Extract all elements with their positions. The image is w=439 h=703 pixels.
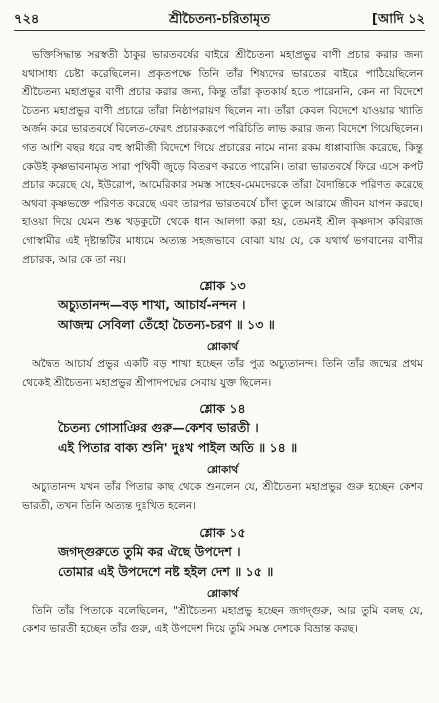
chapter-marker: [আদি ১২ [371,12,425,27]
verse-line: অচ্যুতানন্দ—বড় শাখা, আচার্য-নন্দন । [58,297,246,313]
translation-heading: শ্লোকার্থ [206,464,239,477]
verse-line: এই পিতার বাক্য শুনি' দুঃখ পাইল অতি ॥ ১৪ ॥ [58,440,298,456]
page-number: ৭২৪ [14,12,40,27]
verse-heading: শ্লোক ১৪ [199,401,246,417]
running-title: শ্রীচৈতন্য-চরিতামৃত [168,12,271,27]
translation-text: অদ্বৈত আচার্য প্রভুর একটি বড় শাখা হচ্ছেন তাঁর পুত্র অচ্যুতানন্দ। তিনি তাঁর জন্মের প্রথম থেকেই শ্রীচৈতন্য মহাপ্রভুর শ্রীপাদপদ্মের সেবায় যুক্ত ছিলেন। [22,358,423,389]
header-rule [14,30,425,31]
verse-13 [22,277,423,392]
translation-text: তিনি তাঁর পিতাকে বলেছিলেন, "শ্রীচৈতন্য মহাপ্রভু হচ্ছেন জগদ্‌গুরু, আর তুমি বলছ যে, কেশব ভারতী হচ্ছেন তাঁর গুরু, এই উপদেশ দিয়ে তুমি সমস্ত দেশকে বিভ্রান্ত করছ। [22,604,423,636]
translation-text: অচ্যুতানন্দ যখন তাঁর পিতার কাছ থেকে শুনলেন যে, শ্রীচৈতন্য মহাপ্রভুর গুরু হচ্ছেন কেশব ভারতী, তখন তিনি অত্যন্ত দুঃখিত হলেন। [22,481,423,512]
page-header [14,8,425,30]
verse-heading: শ্লোক ১৩ [199,278,246,294]
translation-heading: শ্লোকার্থ [206,587,239,600]
verse-14 [22,400,423,515]
verse-line: আজন্ম সেবিলা তেঁহো চৈতন্য-চরণ ॥ ১৩ ॥ [58,317,275,333]
verse-15 [22,524,423,639]
purport-paragraph: ভক্তিসিদ্ধান্ত সরস্বতী ঠাকুর ভারতবর্ষের বাইরে শ্রীচৈতন্য মহাপ্রভুর বাণী প্রচার করার জন্য যথাসাধ্য চেষ্টা করেছিলেন। প্রকৃতপক্ষে তিনি তাঁর শিষ্যদের ভারতের বাইরে পাঠিয়েছিলেন শ্রীচৈতন্য মহাপ্রভুর বাণী প্রচার করার জন্য, কিন্তু তাঁরা কৃতকার্য হতে পারেননি, কেন না বিদেশে চৈতন্য মহাপ্রভুর বাণী প্রচারে তাঁরা নিষ্ঠাপরায়ণ ছিলেন না। তাঁরা কেবল বিদেশে যাওয়ার খ্যাতি অর্জন করে ভারতবর্ষে বিলেত-ফেরৎ প্রচারকরূপে পরিচিতি লাভ করার জন্য বিদেশে গিয়েছিলেন। গত আশি বছর ধরে বহু স্বামীজী বিদেশে গিয়ে প্রচারের নামে নানা রকম ধাপ্পাবাজি করেছে, কিন্তু কেউই কৃষ্ণভাবনামৃত সারা পৃথিবী জুড়ে বিতরণ করতে পারেনি। তারা ভারতবর্ষে ফিরে এসে কপট প্রচার করেছে যে, ইউরোপ, আমেরিকার সমস্ত সাহেব-মেমদেরকে তাঁরা বৈদান্তিকে পরিণত করেছে অথবা কৃষ্ণভক্তে পরিণত করেছে এবং তারপর ভারতবর্ষে চাঁদা তুলে আরামে জীবন যাপন করছে। হাওয়া দিয়ে যেমন শুষ্ক খড়কুটো থেকে ধান আলগা করা হয়, তেমনই শ্রীল কৃষ্ণদাস কবিরাজ গোস্বামীর এই দৃষ্টান্তটির মাধ্যমে অত্যন্ত সহজভাবে বোঝা যায় যে, কে যথার্থ ভগবানের বাণীর প্রচারক, আর কে তা নয়। [22,49,423,266]
translation-heading: শ্লোকার্থ [206,341,239,354]
verse-line: জগদ্‌গুরুতে তুমি কর ঐছে উপদেশ । [58,543,241,559]
page-content [22,46,423,639]
verse-line: চৈতন্য গোসাঞির গুরু—কেশব ভারতী । [58,420,259,436]
verse-line: তোমার এই উপদেশে নষ্ট হইল দেশ ॥ ১৫ ॥ [58,563,274,579]
verse-heading: শ্লোক ১৫ [199,524,246,540]
